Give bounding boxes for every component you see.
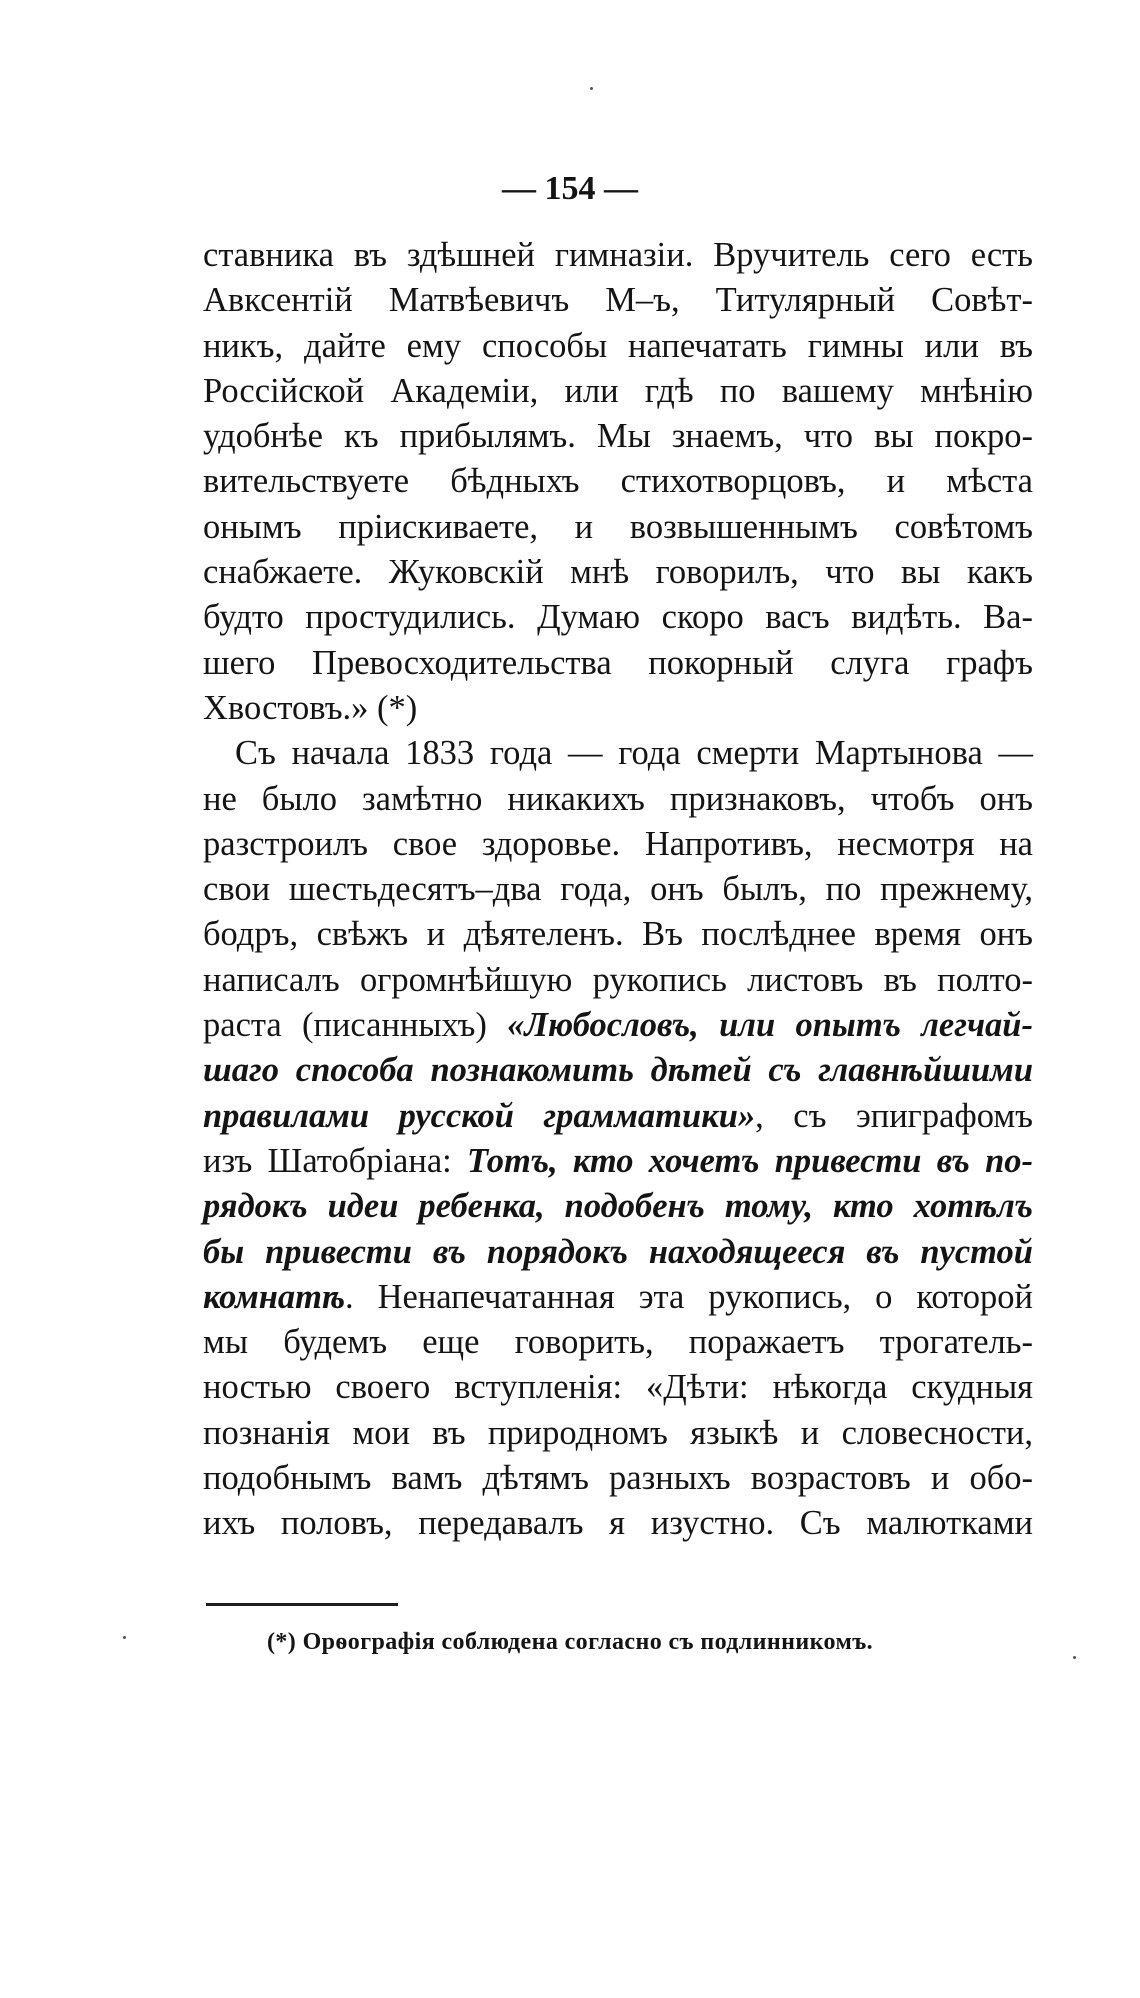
- book-title-text: правилами русской грамматики»: [203, 1096, 756, 1135]
- text-line: познанія мои въ природномъ языкѣ и словесности,: [203, 1413, 1033, 1452]
- footnote: (*) Орѳографія соблюдена согласно съ подлинникомъ.: [267, 1629, 873, 1655]
- paragraph-start-line: Съ начала 1833 года — года смерти Мартынова —: [235, 734, 1033, 773]
- text-line: [203, 1048, 1033, 1093]
- body-text: [203, 233, 1033, 1547]
- epigraph-text: рядокъ идеи ребенка, подобенъ тому, кто хотѣлъ: [203, 1187, 1033, 1226]
- epigraph-text: бы привести въ порядокъ находящееся въ пустой: [203, 1232, 1033, 1271]
- book-title-text: шаго способа познакомить дѣтей съ главнѣйшими: [203, 1051, 1033, 1090]
- text-line: не было замѣтно никакихъ признаковъ, чтобъ онъ: [203, 779, 1033, 818]
- text-line: [203, 1139, 1033, 1184]
- text-line: [203, 1003, 1033, 1048]
- text-line: [203, 1230, 1033, 1275]
- epigraph-text: комнатѣ: [203, 1277, 345, 1316]
- text-line: мы будемъ еще говорить, поражаетъ трогатель-: [203, 1323, 1033, 1362]
- text-line: Россійской Академіи, или гдѣ по вашему мнѣнію: [203, 371, 1033, 410]
- text-line: шего Превосходительства покорный слуга графъ: [203, 643, 1033, 682]
- epigraph-text: Тотъ, кто хочетъ привести въ по-: [466, 1141, 1033, 1180]
- plain-text: изъ Шатобріана:: [203, 1141, 467, 1180]
- plain-text: раста (писанныхъ): [203, 1006, 508, 1045]
- book-title-text: «Любословъ, или опытъ легчай-: [507, 1006, 1033, 1045]
- text-line: ностью своего вступленія: «Дѣти: нѣкогда скудныя: [203, 1368, 1033, 1407]
- text-line: подобнымъ вамъ дѣтямъ разныхъ возрастовъ и обо-: [203, 1459, 1033, 1498]
- text-line: будто простудились. Думаю скоро васъ видѣть. Ва-: [203, 598, 1033, 637]
- text-line: свои шестьдесятъ–два года, онъ былъ, по прежнему,: [203, 870, 1033, 909]
- speck: [1073, 1656, 1076, 1659]
- text-line: удобнѣе къ прибылямъ. Мы знаемъ, что вы покро-: [203, 417, 1033, 456]
- text-line: Авксентій Матвѣевичъ М–ъ, Титулярный Совѣт-: [203, 281, 1033, 320]
- text-line: ихъ половъ, передавалъ я изустно. Съ малютками: [203, 1504, 1033, 1543]
- text-line: [203, 1094, 1033, 1139]
- plain-text: . Ненапечатанная эта рукопись, о которой: [345, 1277, 1033, 1316]
- text-line: вительствуете бѣдныхъ стихотворцовъ, и мѣста: [203, 462, 1033, 501]
- text-line: снабжаете. Жуковскій мнѣ говорилъ, что вы какъ: [203, 553, 1033, 592]
- text-line: разстроилъ свое здоровье. Напротивъ, несмотря на: [203, 824, 1033, 863]
- text-line: [203, 1184, 1033, 1229]
- plain-text: , съ эпиграфомъ: [755, 1096, 1034, 1135]
- text-line: никъ, дайте ему способы напечатать гимны или въ: [203, 326, 1033, 365]
- footnote-rule: [206, 1603, 398, 1606]
- speck: [590, 87, 593, 90]
- text-line: [203, 1275, 1033, 1320]
- text-line: ставника въ здѣшней гимназіи. Вручитель сего есть: [203, 236, 1033, 274]
- page-number: — 154 —: [502, 170, 638, 207]
- text-line: онымъ пріискиваете, и возвышеннымъ совѣтомъ: [203, 507, 1033, 546]
- text-line: бодръ, свѣжъ и дѣятеленъ. Въ послѣднее время онъ: [203, 915, 1033, 954]
- text-line: написалъ огромнѣйшую рукопись листовъ въ полто-: [203, 960, 1033, 999]
- text-line: Хвостовъ.» (*): [203, 688, 418, 727]
